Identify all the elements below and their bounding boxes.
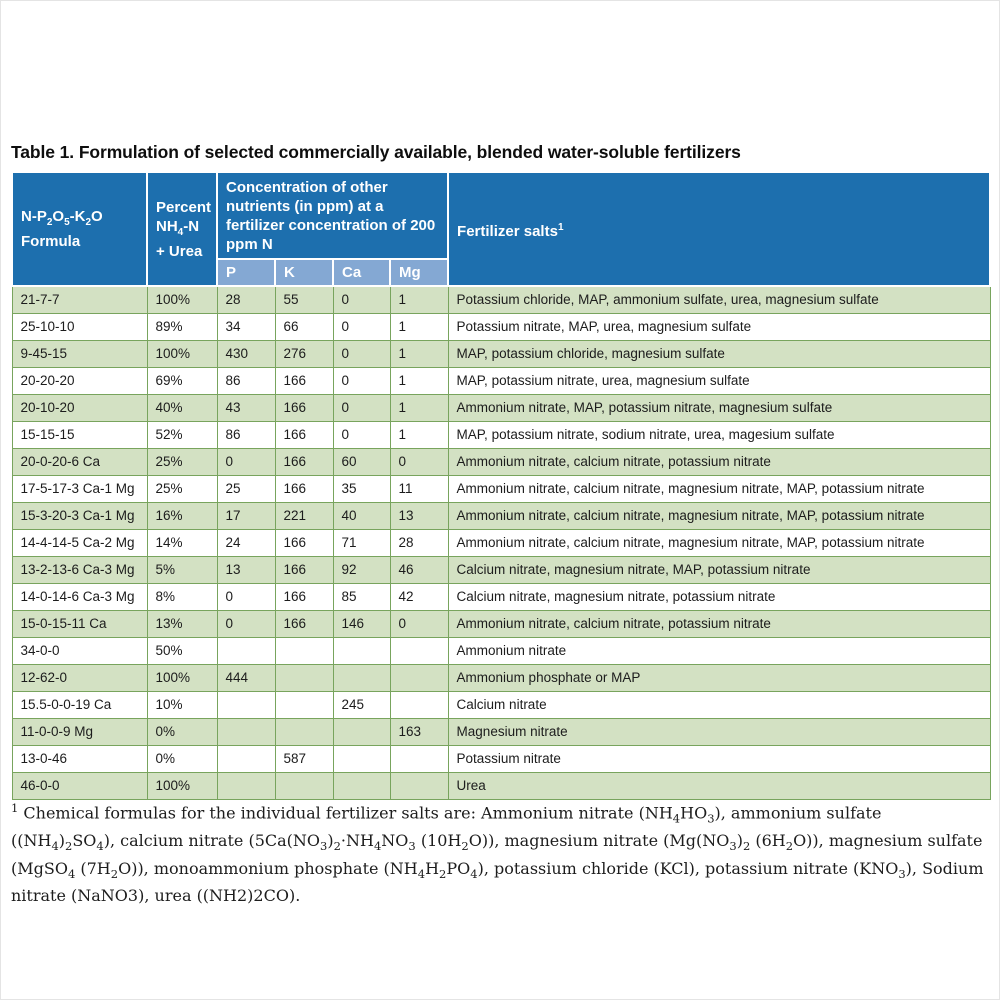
table-row — [12, 719, 990, 746]
cell-ca: 0 — [333, 341, 390, 368]
cell-k: 166 — [275, 368, 333, 395]
cell-formula: 21-7-7 — [12, 286, 147, 314]
cell-formula: 25-10-10 — [12, 314, 147, 341]
cell-formula: 9-45-15 — [12, 341, 147, 368]
cell-percent: 10% — [147, 692, 217, 719]
cell-salts: Ammonium nitrate, calcium nitrate, magnesium nitrate, MAP, potassium nitrate — [448, 530, 990, 557]
cell-ca: 146 — [333, 611, 390, 638]
cell-salts: Ammonium phosphate or MAP — [448, 665, 990, 692]
cell-mg: 163 — [390, 719, 448, 746]
cell-formula: 15.5-0-0-19 Ca — [12, 692, 147, 719]
cell-p: 25 — [217, 476, 275, 503]
cell-percent: 100% — [147, 341, 217, 368]
cell-p — [217, 638, 275, 665]
cell-mg — [390, 638, 448, 665]
cell-p — [217, 719, 275, 746]
cell-formula: 20-20-20 — [12, 368, 147, 395]
table-row — [12, 503, 990, 530]
table-row — [12, 341, 990, 368]
cell-salts: Urea — [448, 773, 990, 800]
cell-mg — [390, 665, 448, 692]
cell-percent: 25% — [147, 476, 217, 503]
subheader-k: K — [275, 259, 333, 286]
header-formula: $N-P_2O_5-K_2O$ Formula — [12, 172, 147, 286]
cell-mg: 42 — [390, 584, 448, 611]
cell-p: 24 — [217, 530, 275, 557]
cell-salts: Calcium nitrate — [448, 692, 990, 719]
cell-k: 276 — [275, 341, 333, 368]
table-row — [12, 476, 990, 503]
cell-percent: 40% — [147, 395, 217, 422]
cell-salts: MAP, potassium nitrate, urea, magnesium sulfate — [448, 368, 990, 395]
table-title: Table 1. Formulation of selected commercially available, blended water-soluble fertilizers — [11, 142, 741, 162]
cell-formula: 11-0-0-9 Mg — [12, 719, 147, 746]
cell-k: 166 — [275, 611, 333, 638]
table-body — [12, 286, 990, 800]
cell-salts: MAP, potassium nitrate, sodium nitrate, urea, magesium sulfate — [448, 422, 990, 449]
cell-salts: Magnesium nitrate — [448, 719, 990, 746]
cell-formula: 15-15-15 — [12, 422, 147, 449]
cell-salts: Potassium nitrate — [448, 746, 990, 773]
cell-ca: 35 — [333, 476, 390, 503]
table-row — [12, 665, 990, 692]
cell-k — [275, 692, 333, 719]
cell-salts: Potassium chloride, MAP, ammonium sulfate, urea, magnesium sulfate — [448, 286, 990, 314]
footnote: $^1$ Chemical formulas for the individual fertilizer salts are: Ammonium nitrate $(NH_4HO_3)$, ammonium sulfate $((NH_4)_2SO_4)$, calcium nitrate ($5Ca(NO_3)_2\cdot NH_4NO_3$ $(10H_2O)$), magnesium nitrate ($Mg(NO_3)_2$ $(6H_2O)$), magnesium sulfate (MgSO$_4$ $(7H_2O)$), monoammonium phosphate $(NH_4H_2PO_4)$, potassium chloride (KCl), potassium nitrate $(KNO_3)$, Sodium nitrate (NaNO3), urea ((NH2)2CO). — [11, 801, 984, 906]
cell-salts: Ammonium nitrate — [448, 638, 990, 665]
table-row — [12, 286, 990, 314]
cell-percent: 16% — [147, 503, 217, 530]
cell-mg: 1 — [390, 422, 448, 449]
cell-mg: 1 — [390, 341, 448, 368]
cell-mg: 1 — [390, 286, 448, 314]
cell-mg — [390, 692, 448, 719]
cell-k: 166 — [275, 557, 333, 584]
fertilizer-table — [11, 171, 991, 800]
table-row — [12, 395, 990, 422]
cell-ca: 245 — [333, 692, 390, 719]
cell-ca: 0 — [333, 314, 390, 341]
cell-formula: 15-0-15-11 Ca — [12, 611, 147, 638]
cell-percent: 100% — [147, 665, 217, 692]
table-row — [12, 368, 990, 395]
cell-ca: 0 — [333, 368, 390, 395]
cell-p: 0 — [217, 611, 275, 638]
cell-salts: Ammonium nitrate, MAP, potassium nitrate, magnesium sulfate — [448, 395, 990, 422]
cell-p: 43 — [217, 395, 275, 422]
cell-ca: 40 — [333, 503, 390, 530]
cell-k — [275, 773, 333, 800]
cell-ca: 92 — [333, 557, 390, 584]
cell-percent: 8% — [147, 584, 217, 611]
cell-k: 166 — [275, 530, 333, 557]
cell-salts: Ammonium nitrate, calcium nitrate, magnesium nitrate, MAP, potassium nitrate — [448, 503, 990, 530]
cell-formula: 13-0-46 — [12, 746, 147, 773]
cell-k: 221 — [275, 503, 333, 530]
cell-k — [275, 719, 333, 746]
cell-ca — [333, 773, 390, 800]
cell-p: 28 — [217, 286, 275, 314]
cell-mg — [390, 773, 448, 800]
table-row — [12, 422, 990, 449]
cell-formula: 17-5-17-3 Ca-1 Mg — [12, 476, 147, 503]
cell-ca: 0 — [333, 395, 390, 422]
cell-percent: 25% — [147, 449, 217, 476]
cell-k: 166 — [275, 449, 333, 476]
cell-k: 587 — [275, 746, 333, 773]
cell-percent: 69% — [147, 368, 217, 395]
cell-salts: MAP, potassium chloride, magnesium sulfate — [448, 341, 990, 368]
cell-p — [217, 746, 275, 773]
cell-formula: 34-0-0 — [12, 638, 147, 665]
table-row — [12, 638, 990, 665]
cell-mg: 0 — [390, 611, 448, 638]
cell-ca: 0 — [333, 286, 390, 314]
table-row — [12, 557, 990, 584]
cell-ca: 71 — [333, 530, 390, 557]
cell-mg: 1 — [390, 314, 448, 341]
cell-p: 86 — [217, 422, 275, 449]
cell-percent: 13% — [147, 611, 217, 638]
cell-mg: 46 — [390, 557, 448, 584]
cell-mg: 28 — [390, 530, 448, 557]
cell-p: 430 — [217, 341, 275, 368]
table-row — [12, 746, 990, 773]
cell-salts: Calcium nitrate, magnesium nitrate, potassium nitrate — [448, 584, 990, 611]
table-row — [12, 449, 990, 476]
cell-k: 55 — [275, 286, 333, 314]
cell-formula: 46-0-0 — [12, 773, 147, 800]
cell-percent: 100% — [147, 286, 217, 314]
cell-mg — [390, 746, 448, 773]
header-concentration: Concentration of other nutrients (in ppm) at a fertilizer concentration of 200 ppm N — [217, 172, 448, 259]
table-row — [12, 692, 990, 719]
cell-percent: 50% — [147, 638, 217, 665]
cell-percent: 89% — [147, 314, 217, 341]
subheader-ca: Ca — [333, 259, 390, 286]
table-row — [12, 611, 990, 638]
cell-k — [275, 665, 333, 692]
cell-mg: 13 — [390, 503, 448, 530]
cell-p: 86 — [217, 368, 275, 395]
cell-k: 166 — [275, 422, 333, 449]
cell-p: 0 — [217, 584, 275, 611]
cell-formula: 20-0-20-6 Ca — [12, 449, 147, 476]
table-row — [12, 584, 990, 611]
cell-salts: Ammonium nitrate, calcium nitrate, magnesium nitrate, MAP, potassium nitrate — [448, 476, 990, 503]
subheader-p: P — [217, 259, 275, 286]
cell-percent: 0% — [147, 719, 217, 746]
cell-p — [217, 692, 275, 719]
cell-k — [275, 638, 333, 665]
cell-p: 34 — [217, 314, 275, 341]
cell-k: 166 — [275, 395, 333, 422]
cell-formula: 12-62-0 — [12, 665, 147, 692]
cell-ca — [333, 719, 390, 746]
cell-formula: 15-3-20-3 Ca-1 Mg — [12, 503, 147, 530]
cell-ca: 0 — [333, 422, 390, 449]
cell-percent: 5% — [147, 557, 217, 584]
table-row — [12, 530, 990, 557]
cell-formula: 14-4-14-5 Ca-2 Mg — [12, 530, 147, 557]
table-header — [12, 172, 990, 286]
cell-p: 13 — [217, 557, 275, 584]
cell-salts: Potassium nitrate, MAP, urea, magnesium sulfate — [448, 314, 990, 341]
cell-ca — [333, 665, 390, 692]
cell-mg: 1 — [390, 395, 448, 422]
cell-salts: Ammonium nitrate, calcium nitrate, potassium nitrate — [448, 449, 990, 476]
cell-mg: 11 — [390, 476, 448, 503]
table-row — [12, 773, 990, 800]
cell-formula: 13-2-13-6 Ca-3 Mg — [12, 557, 147, 584]
cell-k: 66 — [275, 314, 333, 341]
cell-percent: 0% — [147, 746, 217, 773]
cell-formula: 20-10-20 — [12, 395, 147, 422]
cell-percent: 100% — [147, 773, 217, 800]
cell-p: 17 — [217, 503, 275, 530]
table-row — [12, 314, 990, 341]
cell-ca — [333, 746, 390, 773]
cell-mg: 1 — [390, 368, 448, 395]
header-fertilizer-salts: Fertilizer salts$^1$ — [448, 172, 990, 286]
cell-p: 0 — [217, 449, 275, 476]
cell-percent: 52% — [147, 422, 217, 449]
cell-formula: 14-0-14-6 Ca-3 Mg — [12, 584, 147, 611]
cell-p — [217, 773, 275, 800]
cell-ca: 85 — [333, 584, 390, 611]
cell-mg: 0 — [390, 449, 448, 476]
cell-ca: 60 — [333, 449, 390, 476]
cell-salts: Ammonium nitrate, calcium nitrate, potassium nitrate — [448, 611, 990, 638]
cell-k: 166 — [275, 584, 333, 611]
cell-salts: Calcium nitrate, magnesium nitrate, MAP, potassium nitrate — [448, 557, 990, 584]
cell-percent: 14% — [147, 530, 217, 557]
cell-ca — [333, 638, 390, 665]
cell-k: 166 — [275, 476, 333, 503]
header-percent-nh4n-urea: Percent $NH_4-N$ + Urea — [147, 172, 217, 286]
cell-p: 444 — [217, 665, 275, 692]
subheader-mg: Mg — [390, 259, 448, 286]
